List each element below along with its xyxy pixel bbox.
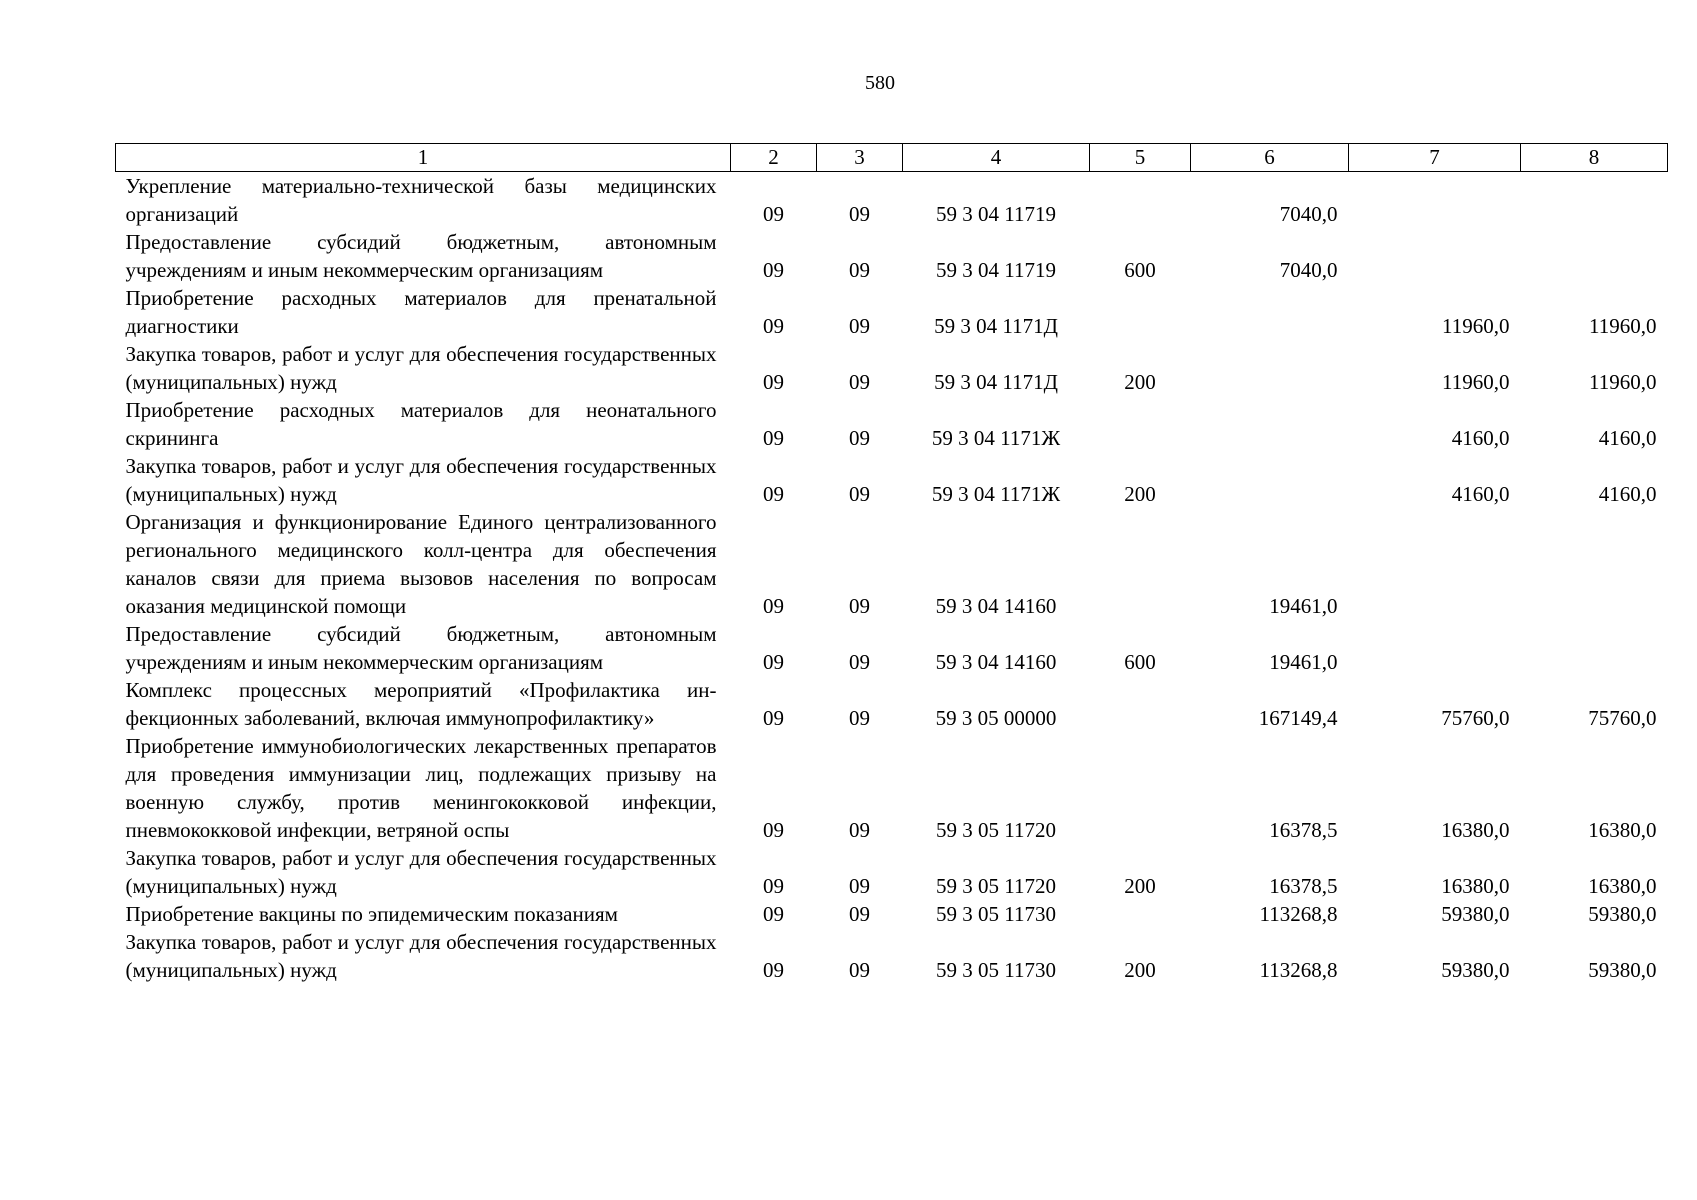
row-col6-amount: 113268,8 bbox=[1259, 902, 1338, 926]
row-col3-cell: 09 bbox=[849, 370, 870, 394]
row-col8-amount: 16380,0 bbox=[1588, 818, 1657, 842]
table-row bbox=[116, 732, 1668, 844]
table-row bbox=[116, 928, 1668, 984]
row-name-cell: Предоставление субсидий бюджетным, автономным учреждениям и иным некоммерческим организациям bbox=[125, 622, 717, 674]
table-row bbox=[116, 228, 1668, 284]
table-row bbox=[116, 900, 1668, 928]
row-col2-cell: 09 bbox=[763, 202, 784, 226]
row-col7-amount: 11960,0 bbox=[1442, 370, 1510, 394]
row-col2-cell: 09 bbox=[763, 706, 784, 730]
row-col6-amount: 16378,5 bbox=[1269, 874, 1338, 898]
row-col3-cell: 09 bbox=[849, 818, 870, 842]
table-row bbox=[116, 452, 1668, 508]
row-col6-amount bbox=[1191, 452, 1349, 508]
header-cell-7: 7 bbox=[1349, 144, 1521, 172]
row-col2-cell: 09 bbox=[763, 594, 784, 618]
row-col2-cell: 09 bbox=[763, 902, 784, 926]
row-col8-amount: 4160,0 bbox=[1598, 426, 1657, 450]
header-cell-3: 3 bbox=[817, 144, 903, 172]
row-name-cell: Закупка товаров, работ и услуг для обеспечения государственных (муниципальных) нужд bbox=[125, 846, 717, 898]
row-col5-cell: 200 bbox=[1124, 482, 1156, 506]
row-col5-cell bbox=[1090, 508, 1191, 620]
row-col8-amount: 59380,0 bbox=[1588, 958, 1657, 982]
row-code-cell: 59 3 05 11730 bbox=[936, 902, 1056, 926]
row-name-cell: Укрепление материально-технической базы медицинских организаций bbox=[125, 174, 717, 226]
row-col3-cell: 09 bbox=[849, 314, 870, 338]
table-body bbox=[116, 172, 1668, 985]
row-code-cell: 59 3 04 1171Ж bbox=[931, 426, 1061, 450]
page-number: 580 bbox=[865, 72, 895, 94]
row-col3-cell: 09 bbox=[849, 426, 870, 450]
row-col3-cell: 09 bbox=[849, 874, 870, 898]
row-col3-cell: 09 bbox=[849, 902, 870, 926]
row-name-cell: Приобретение вакцины по эпидемическим показаниям bbox=[125, 902, 618, 926]
row-name-cell: Приобретение расходных материалов для неонатального скрининга bbox=[125, 398, 717, 450]
row-col6-amount bbox=[1191, 340, 1349, 396]
row-col3-cell: 09 bbox=[849, 650, 870, 674]
row-name-cell: Предоставление субсидий бюджетным, автономным учреждениям и иным некоммерческим организациям bbox=[125, 230, 717, 282]
row-code-cell: 59 3 04 11719 bbox=[936, 202, 1056, 226]
row-col6-amount bbox=[1191, 284, 1349, 340]
row-col6-amount bbox=[1191, 396, 1349, 452]
row-col3-cell: 09 bbox=[849, 202, 870, 226]
row-col2-cell: 09 bbox=[763, 426, 784, 450]
row-col2-cell: 09 bbox=[763, 650, 784, 674]
row-code-cell: 59 3 05 11720 bbox=[936, 818, 1056, 842]
table-row bbox=[116, 844, 1668, 900]
table-row bbox=[116, 676, 1668, 732]
row-col3-cell: 09 bbox=[849, 706, 870, 730]
row-col2-cell: 09 bbox=[763, 370, 784, 394]
row-col7-amount bbox=[1349, 508, 1521, 620]
header-cell-8: 8 bbox=[1521, 144, 1668, 172]
row-col8-amount bbox=[1521, 172, 1668, 229]
row-col8-amount: 16380,0 bbox=[1588, 874, 1657, 898]
row-col2-cell: 09 bbox=[763, 958, 784, 982]
row-col7-amount: 4160,0 bbox=[1451, 426, 1510, 450]
row-code-cell: 59 3 05 11720 bbox=[936, 874, 1056, 898]
row-col8-amount bbox=[1521, 508, 1668, 620]
row-code-cell: 59 3 04 1171Ж bbox=[931, 482, 1061, 506]
row-col7-amount: 75760,0 bbox=[1441, 706, 1510, 730]
row-col6-amount: 19461,0 bbox=[1269, 650, 1338, 674]
row-col6-amount: 7040,0 bbox=[1279, 258, 1338, 282]
row-col6-amount: 167149,4 bbox=[1258, 706, 1338, 730]
row-col5-cell bbox=[1090, 900, 1191, 928]
row-col5-cell bbox=[1090, 284, 1191, 340]
row-col2-cell: 09 bbox=[763, 258, 784, 282]
row-name-cell: Закупка товаров, работ и услуг для обеспечения государственных (муниципальных) нужд bbox=[125, 342, 717, 394]
row-col6-amount: 19461,0 bbox=[1269, 594, 1338, 618]
table-row bbox=[116, 508, 1668, 620]
header-cell-5: 5 bbox=[1090, 144, 1191, 172]
header-cell-2: 2 bbox=[731, 144, 817, 172]
row-col5-cell bbox=[1090, 732, 1191, 844]
row-col8-amount: 59380,0 bbox=[1588, 902, 1657, 926]
row-code-cell: 59 3 04 14160 bbox=[935, 650, 1057, 674]
row-name-cell: Комплекс процессных мероприятий «Профилактика инфекционных заболеваний, включая иммунопрофилактику» bbox=[125, 678, 717, 730]
row-col3-cell: 09 bbox=[849, 258, 870, 282]
row-code-cell: 59 3 05 11730 bbox=[936, 958, 1056, 982]
row-col3-cell: 09 bbox=[849, 482, 870, 506]
row-col3-cell: 09 bbox=[849, 594, 870, 618]
row-col7-amount bbox=[1349, 228, 1521, 284]
row-col8-amount: 75760,0 bbox=[1588, 706, 1657, 730]
table-row bbox=[116, 340, 1668, 396]
row-col2-cell: 09 bbox=[763, 482, 784, 506]
row-col5-cell: 200 bbox=[1124, 874, 1156, 898]
row-col7-amount: 59380,0 bbox=[1441, 902, 1510, 926]
table-row bbox=[116, 396, 1668, 452]
row-col8-amount: 11960,0 bbox=[1589, 370, 1657, 394]
row-col2-cell: 09 bbox=[763, 818, 784, 842]
row-col7-amount: 4160,0 bbox=[1451, 482, 1510, 506]
row-col5-cell bbox=[1090, 676, 1191, 732]
row-col7-amount: 59380,0 bbox=[1441, 958, 1510, 982]
row-col7-amount: 16380,0 bbox=[1441, 818, 1510, 842]
row-code-cell: 59 3 05 00000 bbox=[935, 706, 1057, 730]
header-cell-1: 1 bbox=[116, 144, 731, 172]
row-col7-amount bbox=[1349, 620, 1521, 676]
row-name-cell: Приобретение расходных материалов для пренатальной диагностики bbox=[125, 286, 717, 338]
row-name-cell: Закупка товаров, работ и услуг для обеспечения государственных (муниципальных) нужд bbox=[125, 454, 717, 506]
row-col6-amount: 16378,5 bbox=[1269, 818, 1338, 842]
header-cell-6: 6 bbox=[1191, 144, 1349, 172]
table-row bbox=[116, 284, 1668, 340]
row-col5-cell bbox=[1090, 172, 1191, 229]
row-col5-cell: 200 bbox=[1124, 958, 1156, 982]
row-col2-cell: 09 bbox=[763, 314, 784, 338]
table-row bbox=[116, 620, 1668, 676]
table-row bbox=[116, 172, 1668, 229]
row-name-cell: Закупка товаров, работ и услуг для обеспечения государственных (муниципальных) нужд bbox=[125, 930, 717, 982]
row-col8-amount: 4160,0 bbox=[1598, 482, 1657, 506]
row-col5-cell: 600 bbox=[1124, 650, 1156, 674]
row-col5-cell bbox=[1090, 396, 1191, 452]
table-header bbox=[116, 144, 1668, 172]
row-code-cell: 59 3 04 14160 bbox=[935, 594, 1057, 618]
row-col3-cell: 09 bbox=[849, 958, 870, 982]
row-col8-amount bbox=[1521, 228, 1668, 284]
row-col5-cell: 600 bbox=[1124, 258, 1156, 282]
row-col8-amount bbox=[1521, 620, 1668, 676]
row-name-cell: Организация и функционирование Единого централизованного регионального медицинского колл-центра для обеспечения каналов связи для приема вызовов населения по вопросам оказания медицинской помощи bbox=[125, 510, 717, 618]
row-col7-amount: 16380,0 bbox=[1441, 874, 1510, 898]
row-code-cell: 59 3 04 11719 bbox=[936, 258, 1056, 282]
row-col7-amount: 11960,0 bbox=[1442, 314, 1510, 338]
row-col5-cell: 200 bbox=[1124, 370, 1156, 394]
row-col6-amount: 113268,8 bbox=[1259, 958, 1338, 982]
row-col8-amount: 11960,0 bbox=[1589, 314, 1657, 338]
row-name-cell: Приобретение иммунобиологических лекарственных препаратов для проведения иммунизации лиц, подлежащих призыву на военную службу, против менингококковой инфекции, пневмококковой инфекции, ветряной оспы bbox=[125, 734, 717, 842]
header-cell-4: 4 bbox=[903, 144, 1090, 172]
row-col6-amount: 7040,0 bbox=[1279, 202, 1338, 226]
row-code-cell: 59 3 04 1171Д bbox=[934, 370, 1058, 394]
row-col2-cell: 09 bbox=[763, 874, 784, 898]
budget-table bbox=[115, 143, 1668, 984]
row-code-cell: 59 3 04 1171Д bbox=[934, 314, 1058, 338]
row-col7-amount bbox=[1349, 172, 1521, 229]
header-row bbox=[116, 144, 1668, 172]
